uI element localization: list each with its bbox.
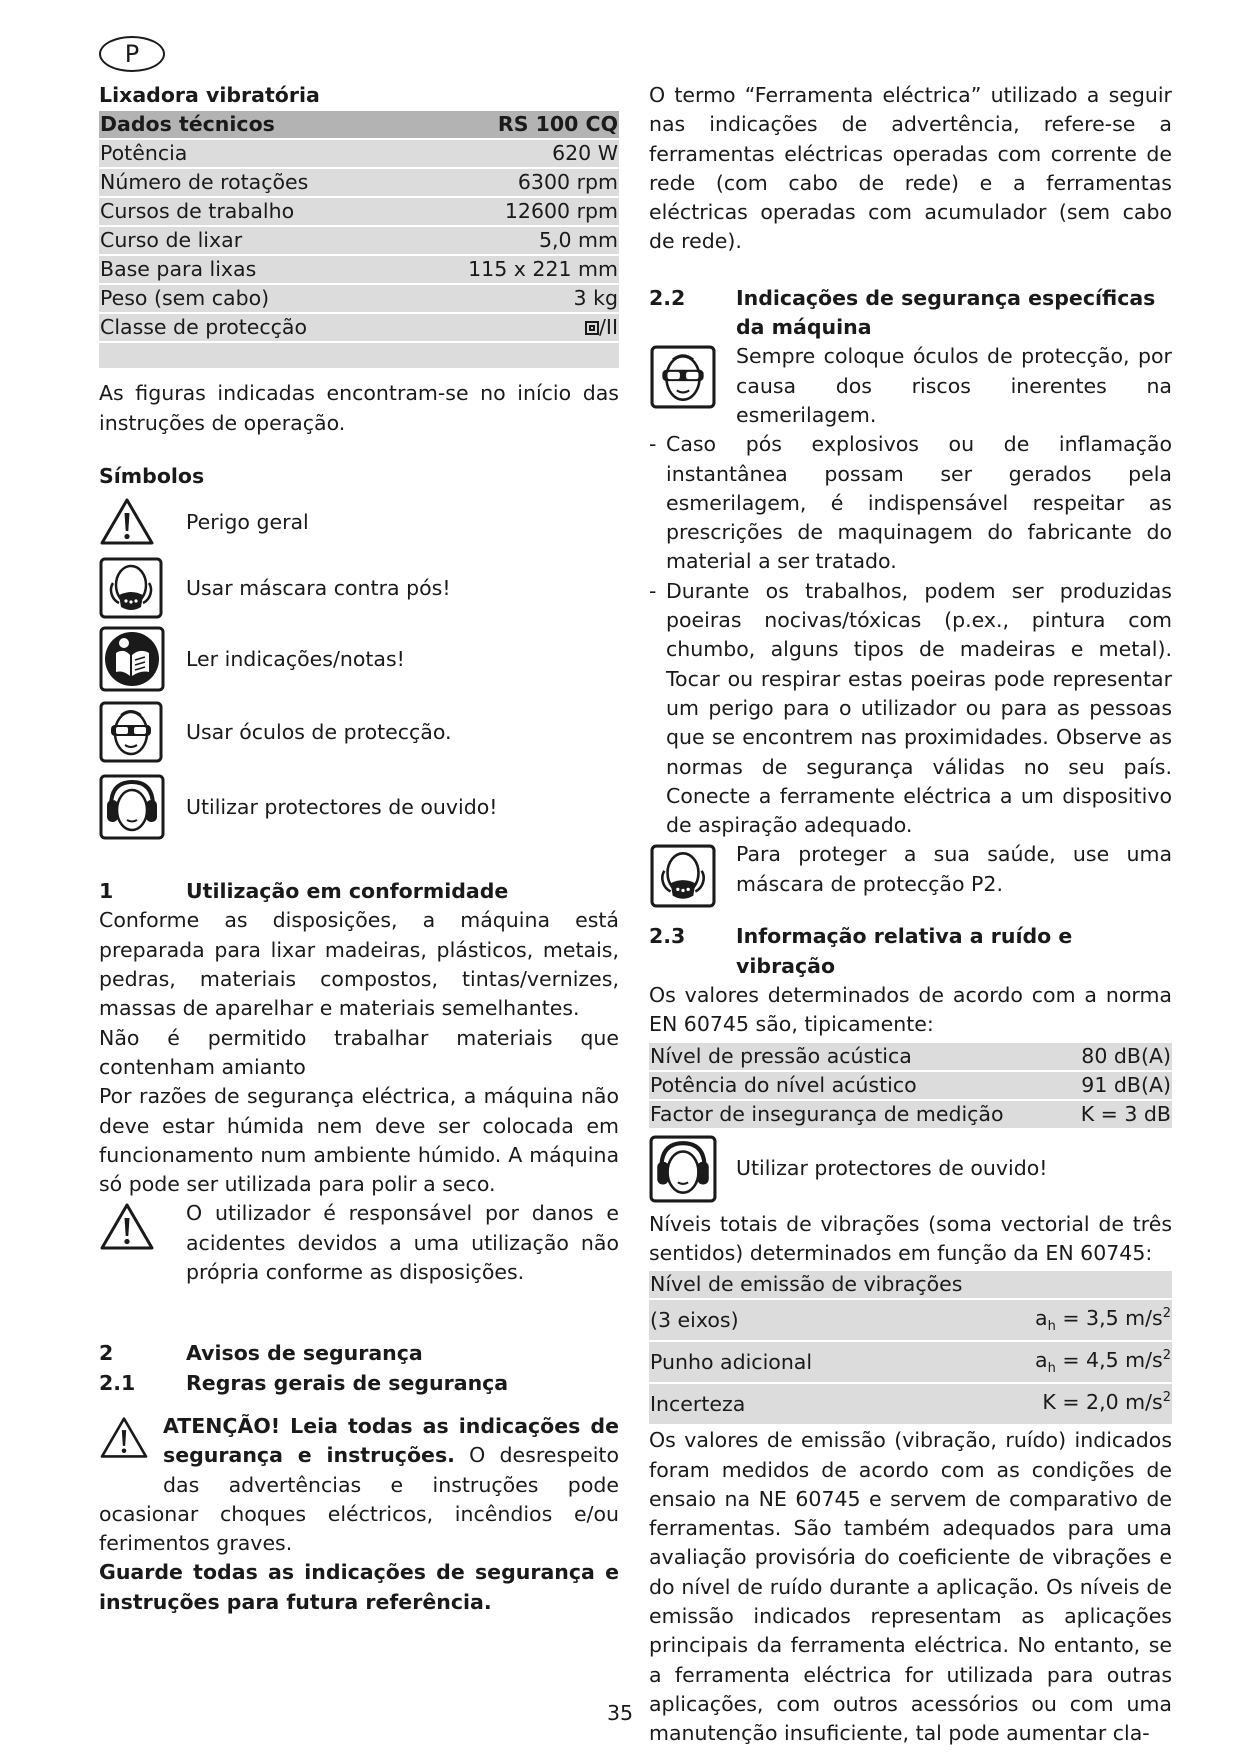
- double-insulation-icon: [585, 321, 599, 335]
- page-number: 35: [606, 1701, 634, 1725]
- section-title: Informação relativa a ruído e vibração: [736, 924, 1073, 978]
- emission-paragraph: Os valores de emissão (vibração, ruído) indicados foram medidos de acordo com as condições de ensaio na NE 60745 e servem de comparativo de ferramentas. São também adequados para uma avaliação provisória do coeficiente de vibrações e do nível de ruído durante a aplicação. Os níveis de emissão indicados representam as aplicações principais da ferramenta eléctrica. No entanto, se a ferramenta eléctrica for utilizada para outras aplicações, com outros acessórios ou com uma manutenção insuficiente, tal pode aumentar cla-: [649, 1428, 1172, 1746]
- table-header-label: Dados técnicos: [99, 111, 401, 138]
- table-row: [99, 285, 619, 312]
- noise-table: [649, 1041, 1172, 1130]
- vibration-header: Nível de emissão de vibrações: [649, 1271, 1172, 1298]
- spec-label: Base para lixas: [99, 256, 401, 283]
- warning-triangle-icon: [99, 1199, 171, 1287]
- table-row: [649, 1072, 1172, 1099]
- noise-label: Factor de insegurança de medição: [649, 1101, 1064, 1128]
- product-title: Lixadora vibratória: [99, 83, 320, 107]
- table-row: [649, 1043, 1172, 1070]
- section-number: 2.3: [649, 924, 686, 949]
- vibration-label: Incerteza: [649, 1384, 933, 1424]
- technical-data-table: [99, 109, 619, 370]
- right-column: [649, 81, 1172, 1748]
- section-title: Avisos de segurança: [186, 1341, 423, 1366]
- section-number: 2.2: [649, 285, 686, 310]
- list-item: - Caso pós explosivos ou de inflamação instantânea possam ser gerados pela esmerilagem, é indispensável respeitar as prescrições de maquinagem do fabricante do material a ser tratado.: [649, 430, 1172, 576]
- attention-text: [99, 1412, 619, 1558]
- section-heading: [649, 284, 1172, 343]
- section-heading: [99, 1339, 619, 1368]
- symbol-label: Perigo geral: [186, 509, 309, 534]
- spec-label: Classe de protecção: [99, 314, 401, 341]
- goggles-note: [649, 342, 1172, 430]
- language-badge: P: [99, 36, 165, 72]
- paragraph: Conforme as disposições, a máquina está preparada para lixar madeiras, plásticos, metais, pedras, materiais compostos, tintas/vernizes, massas de aparelhar e materiais semelhantes.: [99, 908, 619, 1021]
- attention-block: [99, 1412, 619, 1558]
- table-row: [99, 227, 619, 254]
- table-row: [99, 198, 619, 225]
- ear-protection-note: [649, 1134, 1172, 1204]
- list-item-text: Durante os trabalhos, podem ser produzidas poeiras nocivas/tóxicas (p.ex., pintura com chumbo, alguns tipos de madeiras e metal). Tocar ou respirar estas poeiras pode representar um perigo para o utilizador ou para as pessoas que se encontrem nas proximidades. Observe as normas de segurança válidas no seu país. Conecte a ferramente eléctrica a um dispositivo de aspiração adequado.: [666, 578, 1172, 838]
- read-manual-icon: [99, 626, 171, 692]
- section-title: Indicações de segurança específicas da máquina: [736, 285, 1156, 340]
- intro-paragraph: O termo “Ferramenta eléctrica” utilizado a seguir nas indicações de advertência, refere-se a ferramentas eléctricas operadas com corrente de rede (com cabo de rede) e a ferramentas eléctricas operadas com acumulador (sem cabo de rede).: [649, 83, 1172, 254]
- figures-note: As figuras indicadas encontram-se no início das instruções de operação.: [99, 381, 619, 435]
- spec-value: 12600 rpm: [401, 198, 619, 225]
- section-heading: [99, 877, 619, 906]
- table-row: [649, 1101, 1172, 1128]
- spec-value: 3 kg: [401, 285, 619, 312]
- noise-value: K = 3 dB: [1064, 1101, 1172, 1128]
- symbol-row: [99, 497, 619, 547]
- noise-value: 91 dB(A): [1064, 1072, 1172, 1099]
- table-header-model: RS 100 CQ: [401, 111, 619, 138]
- mask-note: [649, 840, 1172, 908]
- table-row: [649, 1384, 1172, 1424]
- symbol-row: [99, 626, 619, 692]
- symbol-row: [99, 701, 619, 763]
- paragraph: Níveis totais de vibrações (soma vectorial de três sentidos) determinados em função da EN 60745:: [649, 1211, 1172, 1265]
- vibration-value: $a_h = 3,5$ $m/s^2$: [933, 1300, 1172, 1340]
- ear-protection-icon: [649, 1135, 736, 1203]
- spec-label: Cursos de trabalho: [99, 198, 401, 225]
- warning-note: [99, 1199, 619, 1287]
- attention-bold: ATENÇÃO! Leia todas as indicações de segurança e instruções.: [163, 1413, 619, 1468]
- goggles-text: Sempre coloque óculos de protecção, por causa dos riscos inerentes na esmerilagem.: [736, 344, 1172, 427]
- spec-label: Peso (sem cabo): [99, 285, 401, 312]
- section-heading: [99, 1369, 619, 1398]
- warning-triangle-icon: [99, 1416, 149, 1460]
- list-item-text: Caso pós explosivos ou de inflamação instantânea possam ser gerados pela esmerilagem, é indispensável respeitar as prescrições de maquinagem do fabricante do material a ser tratado.: [666, 432, 1172, 574]
- ear-protection-text: Utilizar protectores de ouvido!: [736, 1155, 1048, 1180]
- paragraph: Por razões de segurança eléctrica, a máquina não deve estar húmida nem deve ser colocada em funcionamento num ambiente húmido. A máquina só pode ser utilizada para polir a seco.: [99, 1084, 619, 1197]
- paragraph: Não é permitido trabalhar materiais que contenham amianto: [99, 1025, 619, 1079]
- symbol-label: Usar máscara contra pós!: [186, 575, 451, 600]
- left-column: [99, 81, 619, 1617]
- list-item: - Durante os trabalhos, podem ser produzidas poeiras nocivas/tóxicas (p.ex., pintura com chumbo, alguns tipos de madeiras e metal). Tocar ou respirar estas poeiras pode representar um perigo para o utilizador ou para as pessoas que se encontrem nas proximidades. Observe as normas de segurança válidas no seu país. Conecte a ferramente eléctrica a um dispositivo de aspiração adequado.: [649, 577, 1172, 841]
- spec-value: 115 x 221 mm: [401, 256, 619, 283]
- spec-label: Número de rotações: [99, 169, 401, 196]
- section-heading: [649, 922, 1172, 981]
- noise-value: 80 dB(A): [1064, 1043, 1172, 1070]
- section-number: 1: [99, 879, 114, 904]
- table-row: [649, 1271, 1172, 1298]
- spec-label: Curso de lixar: [99, 227, 401, 254]
- symbol-row: [99, 774, 619, 840]
- symbol-label: Ler indicações/notas!: [186, 646, 405, 671]
- noise-label: Potência do nível acústico: [649, 1072, 1064, 1099]
- table-row-blank: [99, 343, 619, 368]
- safety-goggles-icon: [99, 701, 171, 763]
- vibration-label: (3 eixos): [649, 1300, 933, 1340]
- dust-mask-icon: [99, 557, 171, 619]
- mask-text: Para proteger a sua saúde, use uma máscara de protecção P2.: [736, 842, 1172, 896]
- vibration-label: Punho adicional: [649, 1342, 933, 1382]
- section-title: Regras gerais de segurança: [186, 1370, 509, 1395]
- table-row: [99, 169, 619, 196]
- noise-label: Nível de pressão acústica: [649, 1043, 1064, 1070]
- table-row: [649, 1342, 1172, 1382]
- spec-value: 6300 rpm: [401, 169, 619, 196]
- section-number: 2: [99, 1341, 114, 1366]
- symbol-label: Utilizar protectores de ouvido!: [186, 794, 498, 819]
- ear-protection-icon: [99, 774, 171, 840]
- table-row: [649, 1300, 1172, 1340]
- table-row: [99, 256, 619, 283]
- symbol-row: [99, 557, 619, 619]
- vibration-table: [649, 1269, 1172, 1426]
- section-number: 2.1: [99, 1370, 136, 1395]
- vibration-value: $a_h = 4,5$ $m/s^2$: [933, 1342, 1172, 1382]
- dust-mask-icon: [649, 840, 736, 908]
- spec-label: Potência: [99, 140, 401, 167]
- vibration-value: K = 2,0 $m/s^2$: [933, 1384, 1172, 1424]
- spec-value: 620 W: [401, 140, 619, 167]
- table-row: [99, 314, 619, 341]
- spec-value: [401, 314, 619, 341]
- section-title: Utilização em conformidade: [186, 879, 509, 904]
- spec-value: 5,0 mm: [401, 227, 619, 254]
- paragraph: Os valores determinados de acordo com a norma EN 60745 são, tipicamente:: [649, 983, 1172, 1037]
- warning-triangle-icon: [99, 497, 171, 547]
- protection-class-text: /II: [599, 315, 618, 340]
- warning-text: O utilizador é responsável por danos e acidentes devidos a uma utilização não própria conforme as disposições.: [186, 1201, 619, 1285]
- safety-goggles-icon: [649, 342, 736, 430]
- symbol-label: Usar óculos de protecção.: [186, 719, 452, 744]
- symbols-heading: Símbolos: [99, 463, 205, 488]
- attention-rest: O desrespeito das advertências e instruções pode ocasionar choques eléctricos, incêndios e/ou ferimentos graves.: [99, 1443, 619, 1556]
- table-header-row: [99, 111, 619, 138]
- table-row: [99, 140, 619, 167]
- keep-instructions-note: Guarde todas as indicações de segurança e instruções para futura referência.: [99, 1560, 619, 1614]
